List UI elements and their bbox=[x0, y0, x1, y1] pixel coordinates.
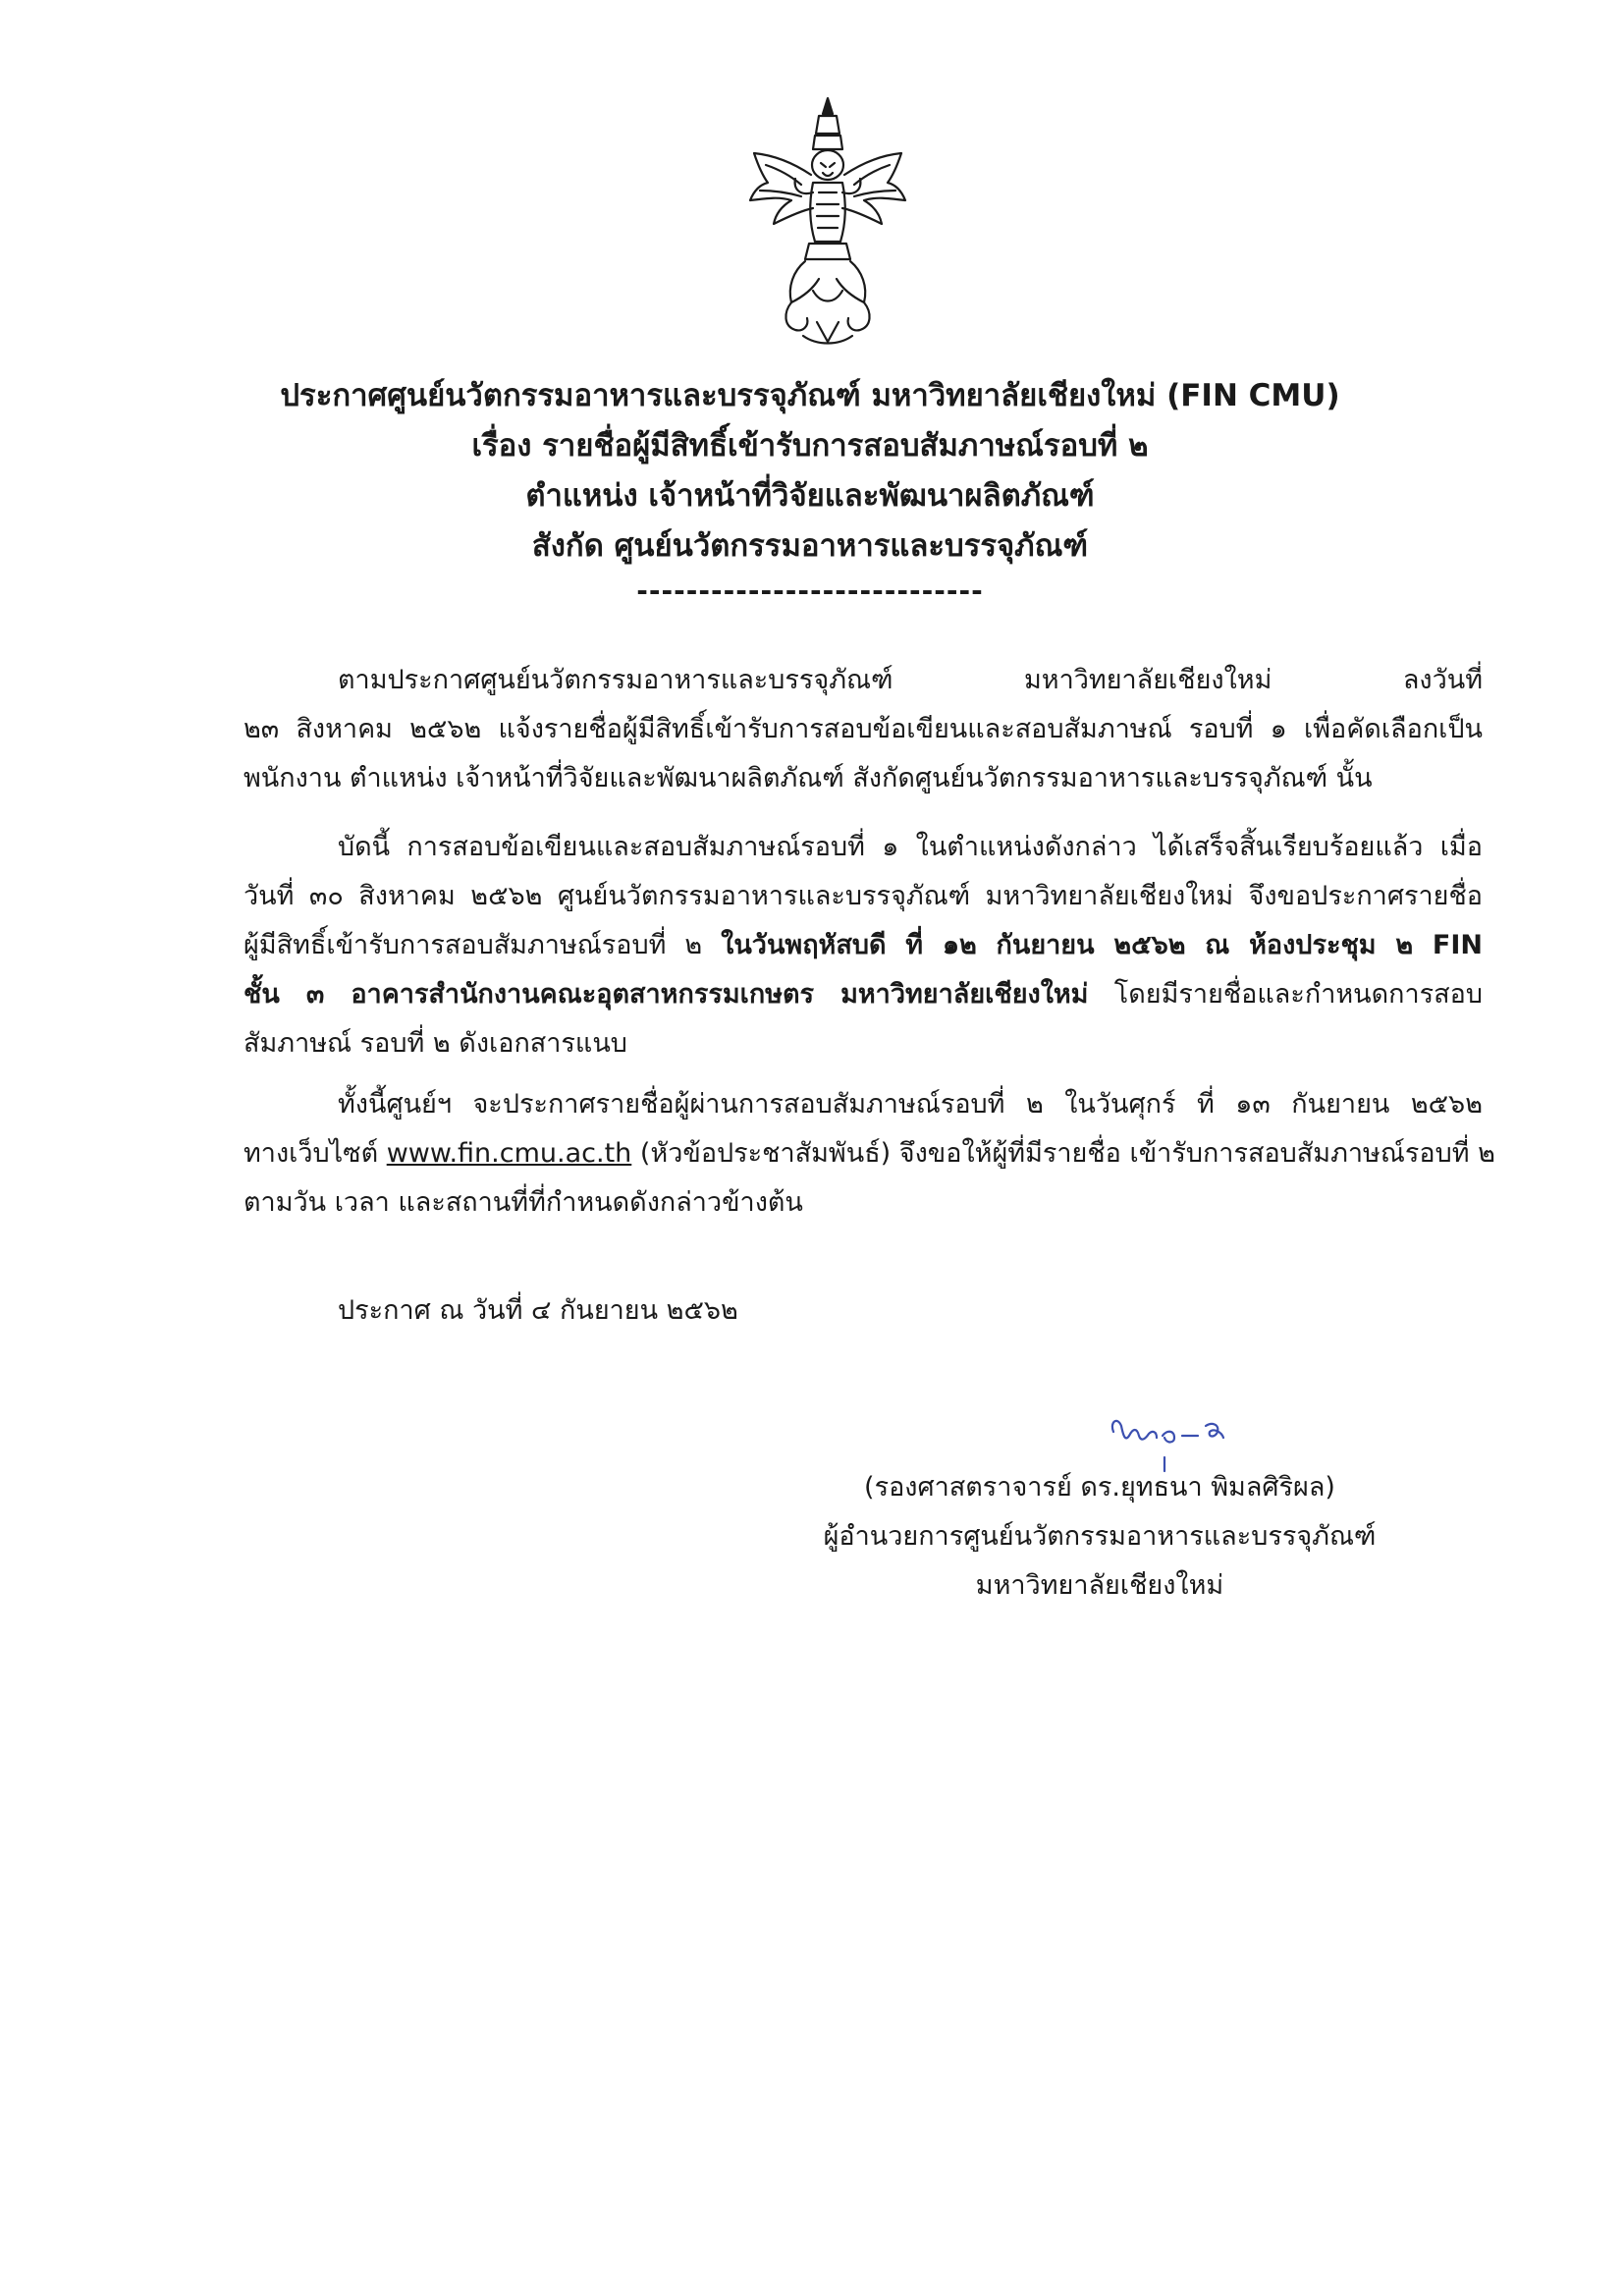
paragraph-line: ทั้งนี้ศูนย์ฯ จะประกาศรายชื่อผู้ผ่านการสอบสัมภาษณ์รอบที่ ๒ ในวันศุกร์ ที่ ๑๓ กันยายน ๒๕๖๒ bbox=[338, 1089, 1483, 1120]
heading-position: ตำแหน่ง เจ้าหน้าที่วิจัยและพัฒนาผลิตภัณฑ์ bbox=[525, 478, 1095, 514]
paragraph-line: พนักงาน ตำแหน่ง เจ้าหน้าที่วิจัยและพัฒนาผลิตภัณฑ์ สังกัดศูนย์นวัตกรรมอาหารและบรรจุภัณฑ์ นั้น bbox=[244, 763, 1373, 793]
paragraph-line: วันที่ ๓๐ สิงหาคม ๒๕๖๒ ศูนย์นวัตกรรมอาหารและบรรจุภัณฑ์ มหาวิทยาลัยเชียงใหม่ จึงขอประกาศรายชื่อ bbox=[244, 881, 1483, 911]
paragraph-reference bbox=[244, 656, 1483, 803]
heading-affiliation: สังกัด ศูนย์นวัตกรรมอาหารและบรรจุภัณฑ์ bbox=[531, 528, 1089, 564]
paragraph-line: ตามวัน เวลา และสถานที่ที่กำหนดดังกล่าวข้างต้น bbox=[244, 1187, 803, 1218]
paragraph-line: ๒๓ สิงหาคม ๒๕๖๒ แจ้งรายชื่อผู้มีสิทธิ์เข้ารับการสอบข้อเขียนและสอบสัมภาษณ์ รอบที่ ๑ เพื่อคัดเลือกเป็น bbox=[244, 714, 1483, 744]
paragraph-results bbox=[244, 1080, 1495, 1228]
heading-subject: เรื่อง รายชื่อผู้มีสิทธิ์เข้ารับการสอบสัมภาษณ์รอบที่ ๒ bbox=[471, 428, 1149, 464]
website-link[interactable]: www.fin.cmu.ac.th bbox=[386, 1138, 632, 1169]
signer-name: (รองศาสตราจารย์ ดร.ยุทธนา พิมลศิริผล) bbox=[864, 1472, 1335, 1503]
paragraph-announcement bbox=[244, 823, 1483, 1068]
paragraph-line: บัดนี้ การสอบข้อเขียนและสอบสัมภาษณ์รอบที่ ๑ ในตำแหน่งดังกล่าว ได้เสร็จสิ้นเรียบร้อยแล้ว เมื่อ bbox=[338, 832, 1483, 862]
announcement-date: ประกาศ ณ วันที่ ๔ กันยายน ๒๕๖๒ bbox=[338, 1295, 738, 1326]
signer-organization: มหาวิทยาลัยเชียงใหม่ bbox=[975, 1570, 1224, 1601]
website-suffix: (หัวข้อประชาสัมพันธ์) จึงขอให้ผู้ที่มีรายชื่อ เข้ารับการสอบสัมภาษณ์รอบที่ ๒ bbox=[631, 1138, 1495, 1169]
paragraph-line bbox=[244, 1129, 1495, 1178]
interview-venue-bold: ชั้น ๓ อาคารสำนักงานคณะอุตสาหกรรมเกษตร มหาวิทยาลัยเชียงใหม่ bbox=[244, 979, 1089, 1010]
website-prefix: ทางเว็บไซต์ bbox=[244, 1138, 387, 1169]
schedule-text: โดยมีรายชื่อและกำหนดการสอบ bbox=[1088, 979, 1483, 1010]
paragraph-line bbox=[244, 970, 1483, 1019]
paragraph-line: ตามประกาศศูนย์นวัตกรรมอาหารและบรรจุภัณฑ์ มหาวิทยาลัยเชียงใหม่ ลงวันที่ bbox=[338, 665, 1483, 695]
interview-date-bold: ในวันพฤหัสบดี ที่ ๑๒ กันยายน ๒๕๖๒ ณ ห้องประชุม ๒ FIN bbox=[721, 930, 1483, 960]
garuda-emblem-icon bbox=[744, 94, 911, 350]
announcement-heading bbox=[196, 371, 1424, 611]
signer-position: ผู้อำนวยการศูนย์นวัตกรรมอาหารและบรรจุภัณฑ์ bbox=[823, 1521, 1377, 1552]
heading-title: ประกาศศูนย์นวัตกรรมอาหารและบรรจุภัณฑ์ มหาวิทยาลัยเชียงใหม่ (FIN CMU) bbox=[280, 378, 1340, 413]
heading-divider: ---------------------------- bbox=[636, 574, 984, 607]
paragraph-line bbox=[244, 921, 1483, 970]
paragraph-line: สัมภาษณ์ รอบที่ ๒ ดังเอกสารแนบ bbox=[244, 1028, 627, 1059]
signer-block bbox=[785, 1463, 1414, 1611]
interview-text: ผู้มีสิทธิ์เข้ารับการสอบสัมภาษณ์รอบที่ ๒ bbox=[244, 930, 722, 960]
